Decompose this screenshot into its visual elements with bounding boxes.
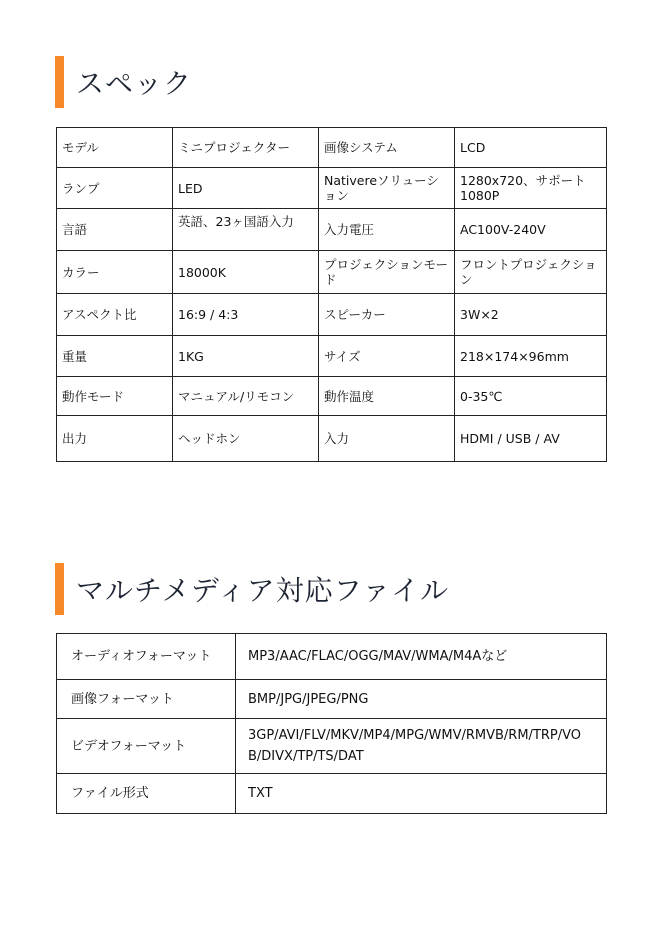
media-heading (55, 563, 449, 615)
table-row (57, 377, 607, 416)
spec-table (56, 127, 607, 462)
spec-value: マニュアル/リモコン (173, 377, 319, 416)
spec-value: AC100V-240V (455, 209, 607, 251)
table-row (57, 251, 607, 294)
format-value: 3GP/AVI/FLV/MKV/MP4/MPG/WMV/RMVB/RM/TRP/VOB/DIVX/TP/TS/DAT (236, 719, 607, 774)
spec-label: モデル (57, 128, 173, 168)
spec-label: アスペクト比 (57, 294, 173, 336)
spec-label: 動作モード (57, 377, 173, 416)
spec-label: 画像システム (319, 128, 455, 168)
media-table (56, 633, 607, 814)
spec-label: 入力 (319, 416, 455, 462)
table-row (57, 634, 607, 680)
spec-value: フロントプロジェクション (455, 251, 607, 294)
spec-value: 16:9 / 4:3 (173, 294, 319, 336)
table-row (57, 774, 607, 814)
section-title: マルチメディア対応ファイル (76, 574, 450, 607)
spec-label: 言語 (57, 209, 173, 251)
table-row (57, 336, 607, 377)
spec-value: HDMI / USB / AV (455, 416, 607, 462)
format-label: ファイル形式 (57, 774, 236, 814)
spec-label: Nativereソリューション (319, 168, 455, 209)
spec-label: サイズ (319, 336, 455, 377)
spec-label: 動作温度 (319, 377, 455, 416)
table-row (57, 294, 607, 336)
spec-label: プロジェクションモード (319, 251, 455, 294)
spec-value: ヘッドホン (173, 416, 319, 462)
spec-value: 1KG (173, 336, 319, 377)
spec-value: 英語、23ヶ国語入力 (173, 209, 319, 251)
spec-value: LCD (455, 128, 607, 168)
spec-value: LED (173, 168, 319, 209)
table-row (57, 209, 607, 251)
spec-label: 重量 (57, 336, 173, 377)
spec-value: 0-35℃ (455, 377, 607, 416)
section-title: スペック (76, 67, 193, 100)
spec-value: 18000K (173, 251, 319, 294)
format-label: 画像フォーマット (57, 680, 236, 719)
table-row (57, 416, 607, 462)
table-row (57, 680, 607, 719)
spec-label: 入力電圧 (319, 209, 455, 251)
table-row (57, 168, 607, 209)
accent-bar (55, 563, 64, 615)
spec-label: 出力 (57, 416, 173, 462)
spec-label: スピーカー (319, 294, 455, 336)
spec-value: 3W×2 (455, 294, 607, 336)
accent-bar (55, 56, 64, 108)
spec-value: 218×174×96mm (455, 336, 607, 377)
format-value: BMP/JPG/JPEG/PNG (236, 680, 607, 719)
spec-value: ミニプロジェクター (173, 128, 319, 168)
format-label: ビデオフォーマット (57, 719, 236, 774)
spec-label: カラー (57, 251, 173, 294)
spec-value: 1280x720、サポート1080P (455, 168, 607, 209)
format-label: オーディオフォーマット (57, 634, 236, 680)
format-value: MP3/AAC/FLAC/OGG/MAV/WMA/M4Aなど (236, 634, 607, 680)
table-row (57, 128, 607, 168)
spec-label: ランプ (57, 168, 173, 209)
spec-heading (55, 56, 192, 108)
format-value: TXT (236, 774, 607, 814)
table-row (57, 719, 607, 774)
